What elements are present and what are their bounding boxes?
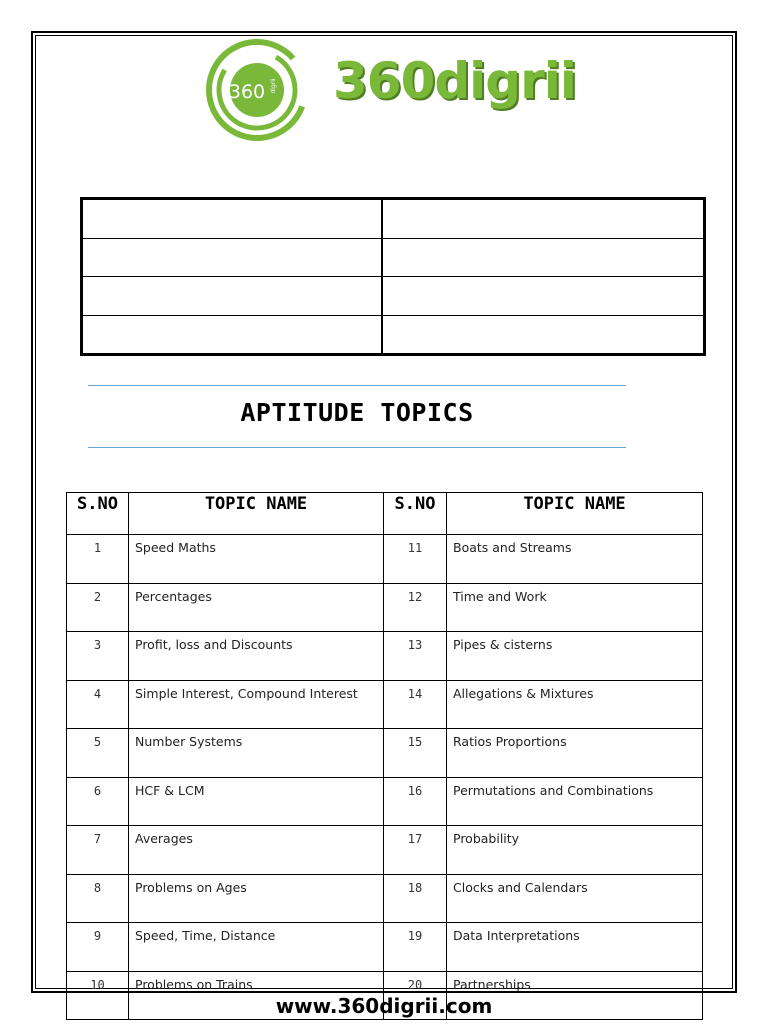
row-sno-left: 10 — [67, 971, 129, 1020]
row-sno-right: 16 — [384, 777, 447, 826]
info-cell — [382, 238, 704, 277]
table-row — [67, 923, 703, 972]
title-rule-bottom — [88, 447, 626, 448]
row-topic-left: Problems on Ages — [129, 874, 384, 923]
table-row — [67, 826, 703, 875]
row-topic-right: Clocks and Calendars — [447, 874, 703, 923]
header-topic-right: TOPIC NAME — [447, 493, 703, 535]
row-topic-right: Ratios Proportions — [447, 729, 703, 778]
info-row — [83, 277, 704, 316]
row-sno-right: 15 — [384, 729, 447, 778]
info-cell — [83, 315, 383, 354]
row-topic-left: Profit, loss and Discounts — [129, 632, 384, 681]
row-sno-left: 1 — [67, 535, 129, 584]
table-row — [67, 632, 703, 681]
page-title: APTITUDE TOPICS — [240, 398, 474, 427]
row-sno-left: 5 — [67, 729, 129, 778]
table-row — [67, 535, 703, 584]
logo-badge-text: 360 — [228, 81, 266, 103]
logo-wordmark: 360digrii — [333, 52, 577, 110]
logo-rings-icon — [205, 36, 315, 144]
row-sno-right: 20 — [384, 971, 447, 1020]
row-topic-right: Probability — [447, 826, 703, 875]
row-topic-right: Data Interpretations — [447, 923, 703, 972]
row-topic-left: Speed Maths — [129, 535, 384, 584]
row-topic-left: Simple Interest, Compound Interest — [129, 680, 384, 729]
row-sno-left: 6 — [67, 777, 129, 826]
row-sno-right: 14 — [384, 680, 447, 729]
info-cell — [382, 200, 704, 239]
table-row — [67, 777, 703, 826]
row-sno-left: 7 — [67, 826, 129, 875]
header-topic-left: TOPIC NAME — [129, 493, 384, 535]
info-row — [83, 200, 704, 239]
row-sno-right: 12 — [384, 583, 447, 632]
info-cell — [83, 200, 383, 239]
row-sno-left: 9 — [67, 923, 129, 972]
topics-header-row — [67, 493, 703, 535]
row-topic-right: Boats and Streams — [447, 535, 703, 584]
header-sno-right: S.NO — [384, 493, 447, 535]
row-sno-right: 19 — [384, 923, 447, 972]
row-topic-left: Problems on Trains — [129, 971, 384, 1020]
info-cell — [382, 315, 704, 354]
info-cell — [382, 277, 704, 316]
footer-website-link[interactable]: www.360digrii.com — [275, 994, 493, 1018]
row-sno-left: 8 — [67, 874, 129, 923]
row-topic-right: Time and Work — [447, 583, 703, 632]
row-sno-left: 4 — [67, 680, 129, 729]
row-sno-right: 11 — [384, 535, 447, 584]
row-topic-right: Pipes & cisterns — [447, 632, 703, 681]
info-cell — [83, 277, 383, 316]
table-row — [67, 680, 703, 729]
info-row — [83, 238, 704, 277]
row-sno-right: 18 — [384, 874, 447, 923]
title-rule-top — [88, 385, 626, 386]
row-topic-left: Speed, Time, Distance — [129, 923, 384, 972]
table-row — [67, 729, 703, 778]
info-row — [83, 315, 704, 354]
topics-table — [66, 492, 703, 1020]
row-topic-left: Averages — [129, 826, 384, 875]
row-sno-left: 3 — [67, 632, 129, 681]
row-topic-left: Number Systems — [129, 729, 384, 778]
header-sno-left: S.NO — [67, 493, 129, 535]
row-topic-right: Permutations and Combinations — [447, 777, 703, 826]
row-topic-left: HCF & LCM — [129, 777, 384, 826]
row-sno-left: 2 — [67, 583, 129, 632]
table-row — [67, 874, 703, 923]
brand-logo — [205, 36, 585, 144]
logo-badge-small-text: digrii — [270, 78, 277, 94]
row-topic-right: Allegations & Mixtures — [447, 680, 703, 729]
info-grid — [80, 197, 706, 356]
info-cell — [83, 238, 383, 277]
table-row — [67, 583, 703, 632]
row-sno-right: 13 — [384, 632, 447, 681]
row-topic-right: Partnerships — [447, 971, 703, 1020]
row-topic-left: Percentages — [129, 583, 384, 632]
row-sno-right: 17 — [384, 826, 447, 875]
